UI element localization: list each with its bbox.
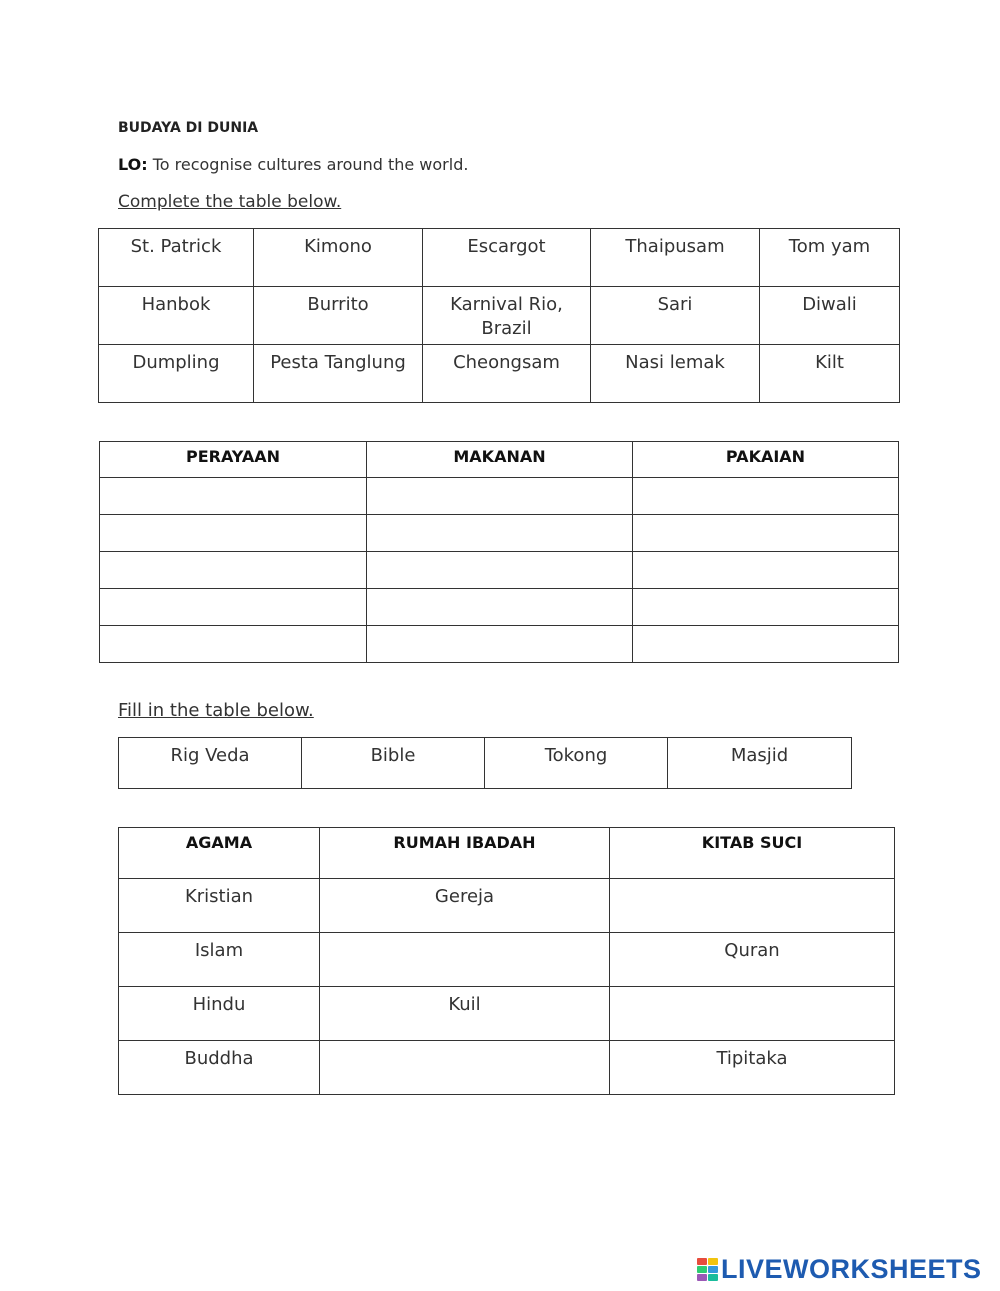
- word-cell: Escargot: [423, 229, 591, 287]
- word-cell: Dumpling: [99, 345, 254, 403]
- answer-cell[interactable]: [367, 589, 633, 626]
- table-row: [100, 589, 899, 626]
- word-cell: Kimono: [254, 229, 423, 287]
- instruction-complete: Complete the table below.: [118, 192, 342, 212]
- table-row: [99, 287, 900, 345]
- answer-cell[interactable]: [320, 933, 610, 987]
- holy-book-cell: Tipitaka: [610, 1041, 895, 1095]
- answer-cell[interactable]: [100, 589, 367, 626]
- logo-text: LIVEWORKSHEETS: [721, 1254, 982, 1284]
- column-header-perayaan: PERAYAAN: [100, 442, 367, 478]
- word-cell: St. Patrick: [99, 229, 254, 287]
- answer-cell[interactable]: [100, 626, 367, 663]
- answer-cell[interactable]: [610, 879, 895, 933]
- word-cell: Kilt: [760, 345, 900, 403]
- lo-label: LO:: [118, 155, 148, 174]
- column-header-rumah-ibadah: RUMAH IBADAH: [320, 828, 610, 879]
- word-cell: Masjid: [668, 738, 852, 789]
- table-row: [119, 1041, 895, 1095]
- religion-cell: Buddha: [119, 1041, 320, 1095]
- table-row: [119, 738, 852, 789]
- word-cell: Karnival Rio, Brazil: [423, 287, 591, 345]
- word-cell: Tom yam: [760, 229, 900, 287]
- word-cell: Thaipusam: [591, 229, 760, 287]
- answer-cell[interactable]: [633, 552, 899, 589]
- instruction-fill: Fill in the table below.: [118, 700, 314, 721]
- word-bank-table: [98, 228, 900, 403]
- answer-cell[interactable]: [100, 552, 367, 589]
- learning-objective: [118, 155, 468, 174]
- culture-table: [99, 441, 899, 663]
- answer-cell[interactable]: [633, 626, 899, 663]
- lo-text: To recognise cultures around the world.: [152, 155, 469, 174]
- worksheet-title: BUDAYA DI DUNIA: [118, 120, 259, 136]
- table-row: [99, 345, 900, 403]
- word-cell: Tokong: [485, 738, 668, 789]
- answer-cell[interactable]: [633, 589, 899, 626]
- answer-cell[interactable]: [100, 478, 367, 515]
- word-cell: Diwali: [760, 287, 900, 345]
- answer-cell[interactable]: [367, 478, 633, 515]
- religion-cell: Islam: [119, 933, 320, 987]
- word-cell: Hanbok: [99, 287, 254, 345]
- logo-blocks-icon: [697, 1258, 718, 1281]
- religion-table: [118, 827, 895, 1095]
- table-row: [100, 478, 899, 515]
- word-cell: Bible: [302, 738, 485, 789]
- table-row: [99, 229, 900, 287]
- religion-cell: Kristian: [119, 879, 320, 933]
- holy-book-cell: Quran: [610, 933, 895, 987]
- table-row: [119, 879, 895, 933]
- answer-cell[interactable]: [633, 515, 899, 552]
- column-header-agama: AGAMA: [119, 828, 320, 879]
- table-row: [100, 552, 899, 589]
- word-cell: Sari: [591, 287, 760, 345]
- answer-cell[interactable]: [100, 515, 367, 552]
- word-cell: Burrito: [254, 287, 423, 345]
- place-of-worship-cell: Kuil: [320, 987, 610, 1041]
- word-cell: Nasi lemak: [591, 345, 760, 403]
- religion-cell: Hindu: [119, 987, 320, 1041]
- answer-cell[interactable]: [633, 478, 899, 515]
- liveworksheets-logo[interactable]: [697, 1254, 982, 1285]
- word-bank-table-2: [118, 737, 852, 789]
- column-header-pakaian: PAKAIAN: [633, 442, 899, 478]
- column-header-kitab-suci: KITAB SUCI: [610, 828, 895, 879]
- table-row: [119, 933, 895, 987]
- word-cell: Cheongsam: [423, 345, 591, 403]
- table-row: [100, 626, 899, 663]
- answer-cell[interactable]: [610, 987, 895, 1041]
- table-row: [119, 987, 895, 1041]
- word-cell: Pesta Tanglung: [254, 345, 423, 403]
- table-header-row: [119, 828, 895, 879]
- answer-cell[interactable]: [367, 626, 633, 663]
- table-header-row: [100, 442, 899, 478]
- answer-cell[interactable]: [320, 1041, 610, 1095]
- answer-cell[interactable]: [367, 515, 633, 552]
- table-row: [100, 515, 899, 552]
- word-cell: Rig Veda: [119, 738, 302, 789]
- column-header-makanan: MAKANAN: [367, 442, 633, 478]
- place-of-worship-cell: Gereja: [320, 879, 610, 933]
- answer-cell[interactable]: [367, 552, 633, 589]
